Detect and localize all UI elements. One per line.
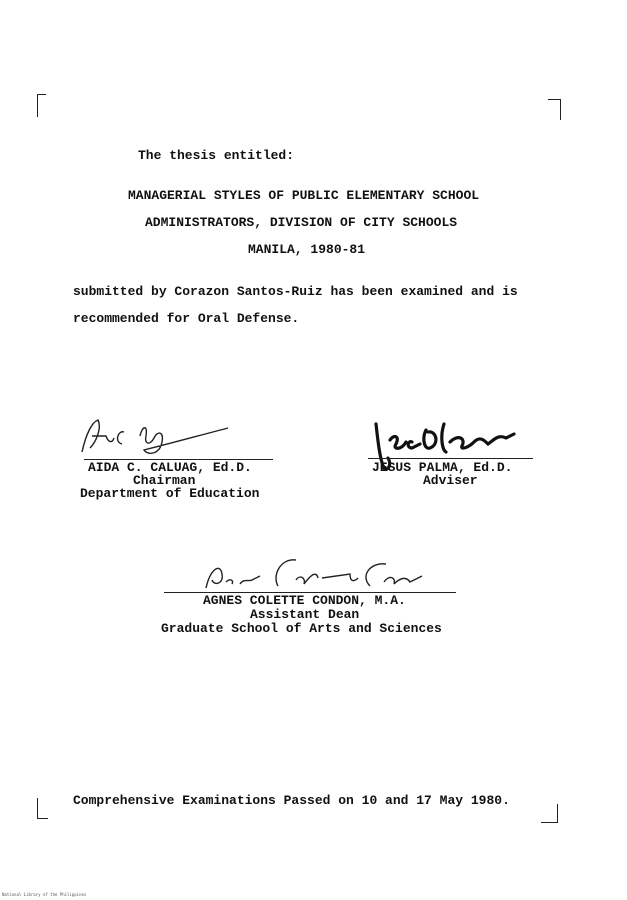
exam-note: Comprehensive Examinations Passed on 10 and 17 May 1980. xyxy=(73,793,510,808)
caluag-department: Department of Education xyxy=(80,486,260,501)
signature-line-palma xyxy=(368,458,533,459)
condon-school: Graduate School of Arts and Sciences xyxy=(161,621,442,636)
thesis-title-line-3: MANILA, 1980-81 xyxy=(248,242,366,257)
corner-mark-bottom-right xyxy=(541,804,558,823)
signature-caluag xyxy=(78,414,238,458)
condon-title: Assistant Dean xyxy=(250,607,360,622)
thesis-title-line-2: ADMINISTRATORS, DIVISION OF CITY SCHOOLS xyxy=(145,215,458,230)
corner-mark-top-right xyxy=(548,99,561,120)
corner-mark-top-left xyxy=(37,94,46,117)
thesis-title-line-1: MANAGERIAL STYLES OF PUBLIC ELEMENTARY SCHOOL xyxy=(128,188,480,203)
palma-name: JESUS PALMA, Ed.D. xyxy=(372,460,513,475)
body-line-2: recommended for Oral Defense. xyxy=(73,311,300,326)
signature-condon xyxy=(200,552,440,596)
palma-title: Adviser xyxy=(423,473,478,488)
intro-line: The thesis entitled: xyxy=(138,148,295,163)
page-footer: National Library of the Philippines xyxy=(2,892,87,897)
corner-mark-bottom-left xyxy=(37,798,48,819)
caluag-title: Chairman xyxy=(133,473,196,488)
body-line-1: submitted by Corazon Santos-Ruiz has been examined and is xyxy=(73,284,518,299)
condon-name: AGNES COLETTE CONDON, M.A. xyxy=(203,593,406,608)
caluag-name: AIDA C. CALUAG, Ed.D. xyxy=(88,460,252,475)
